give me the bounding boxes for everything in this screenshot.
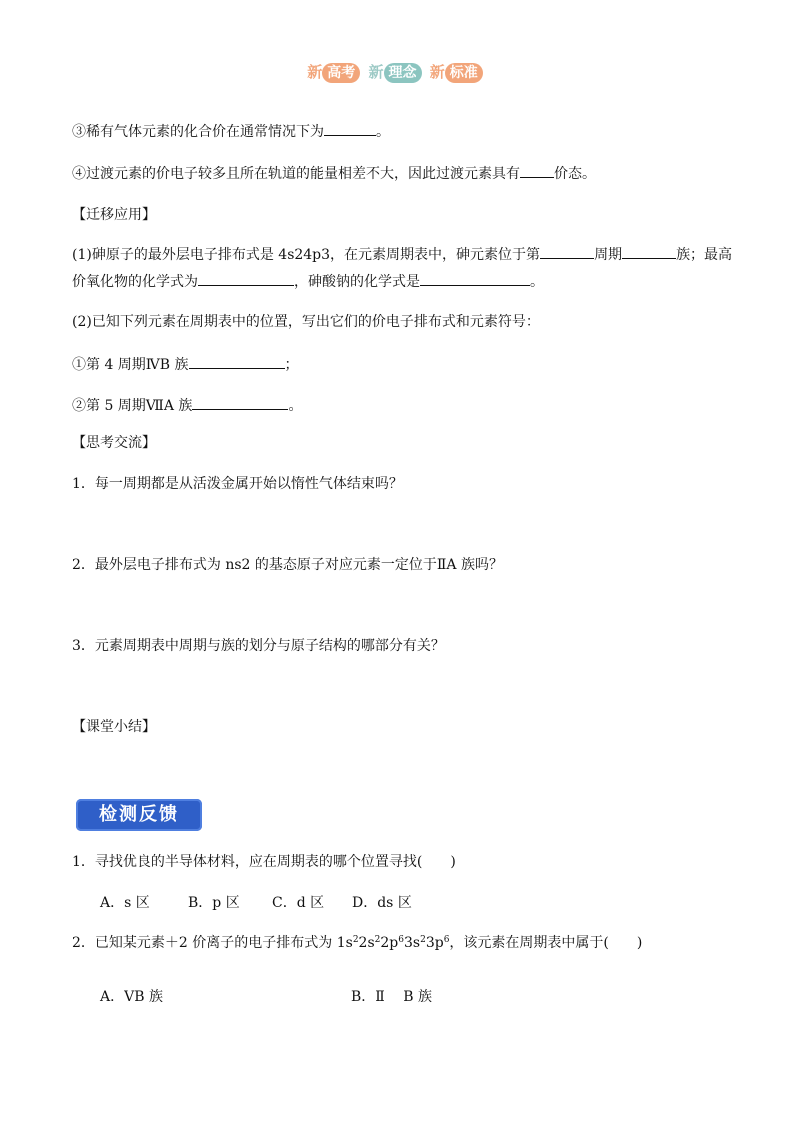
quiz-question-1: 1．寻找优良的半导体材料，应在周期表的哪个位置寻找( ) (72, 854, 456, 870)
answer-blank[interactable] (198, 271, 294, 286)
quiz-question-2 (72, 933, 642, 953)
q2-1-end: ； (284, 357, 299, 373)
header-pill-biaozhun: 标准 (445, 63, 483, 83)
q1-text-a: (1)砷原子的最外层电子排布式是 4s24p3，在元素周期表中，砷元素位于第 (72, 247, 541, 263)
superscript: 2 (420, 935, 426, 945)
option-a[interactable]: A．s 区 (100, 895, 150, 911)
think-question-3: 3．元素周期表中周期与族的划分与原子结构的哪部分有关？ (72, 638, 445, 654)
page-header-banner (0, 61, 793, 83)
orbital: 2p (380, 935, 399, 951)
item-4-text: ④过渡元素的价电子较多且所在轨道的能量相差不大，因此过渡元素具有 (72, 166, 520, 182)
q1-text-e: ，砷酸钠的化学式是 (294, 274, 420, 290)
header-pill-gaokao: 高考 (322, 63, 360, 83)
superscript: 2 (352, 935, 359, 945)
section-transfer-heading: 【迁移应用】 (72, 207, 156, 223)
section-think-heading: 【思考交流】 (72, 435, 156, 451)
answer-blank[interactable] (622, 244, 676, 259)
quiz-question-2-option-a[interactable]: A．ⅤB 族 (100, 989, 163, 1005)
q2-1-text: ①第 4 周期ⅣB 族 (72, 357, 189, 373)
option-c[interactable]: C．d 区 (272, 895, 325, 911)
item-3-end: 。 (376, 124, 390, 140)
header-xin-3: 新 (429, 63, 445, 81)
answer-blank[interactable] (192, 395, 288, 410)
question-2-intro: (2)已知下列元素在周期表中的位置，写出它们的价电子排布式和元素符号： (72, 314, 540, 330)
detection-feedback-badge: 检测反馈 (76, 799, 202, 831)
question-2-item-2 (72, 395, 302, 416)
q2-2-text: ②第 5 周期ⅦA 族 (72, 398, 193, 414)
superscript: 2 (374, 935, 381, 945)
option-b[interactable]: B．p 区 (188, 895, 240, 911)
q1-text-d: 价氧化物的化学式为 (72, 274, 198, 290)
header-xin-2: 新 (368, 63, 384, 81)
header-xin-1: 新 (307, 63, 323, 81)
item-4-end: 价态。 (554, 166, 596, 182)
quiz-question-2-option-b[interactable]: B．Ⅱ B 族 (351, 989, 432, 1005)
header-pill-linian: 理念 (384, 63, 422, 83)
item-3-text: ③稀有气体元素的化合价在通常情况下为 (72, 124, 324, 140)
q2-pre-text: 2．已知某元素＋2 价离子的电子排布式为 1s (72, 935, 353, 951)
orbital: 2s (358, 935, 375, 951)
answer-blank[interactable] (520, 163, 554, 178)
question-1-line-2 (72, 271, 544, 292)
superscript: 6 (443, 935, 450, 945)
answer-blank[interactable] (324, 121, 376, 136)
answer-blank[interactable] (420, 271, 530, 286)
question-1-line-1 (72, 244, 732, 265)
orbital: 3s (403, 935, 421, 951)
q1-text-f: 。 (530, 274, 544, 290)
q1-text-b: 周期 (594, 247, 623, 263)
think-question-1: 1．每一周期都是从活泼金属开始以惰性气体结束吗？ (72, 476, 403, 492)
q2-2-end: 。 (288, 398, 303, 414)
orbital: 3p (425, 935, 444, 951)
item-4-transition (72, 163, 596, 184)
think-question-2: 2．最外层电子排布式为 ns2 的基态原子对应元素一定位于ⅡA 族吗？ (72, 557, 503, 573)
q2-post-text: ，该元素在周期表中属于( ) (449, 935, 643, 951)
option-d[interactable]: D．ds 区 (352, 895, 412, 911)
item-3-noble-gas (72, 121, 390, 142)
quiz-question-1-options (100, 893, 412, 913)
q1-text-c: 族；最高 (676, 247, 733, 263)
superscript: 6 (398, 935, 404, 945)
answer-blank[interactable] (189, 354, 285, 369)
section-summary-heading: 【课堂小结】 (72, 719, 156, 735)
question-2-item-1 (72, 354, 299, 375)
answer-blank[interactable] (540, 244, 594, 259)
